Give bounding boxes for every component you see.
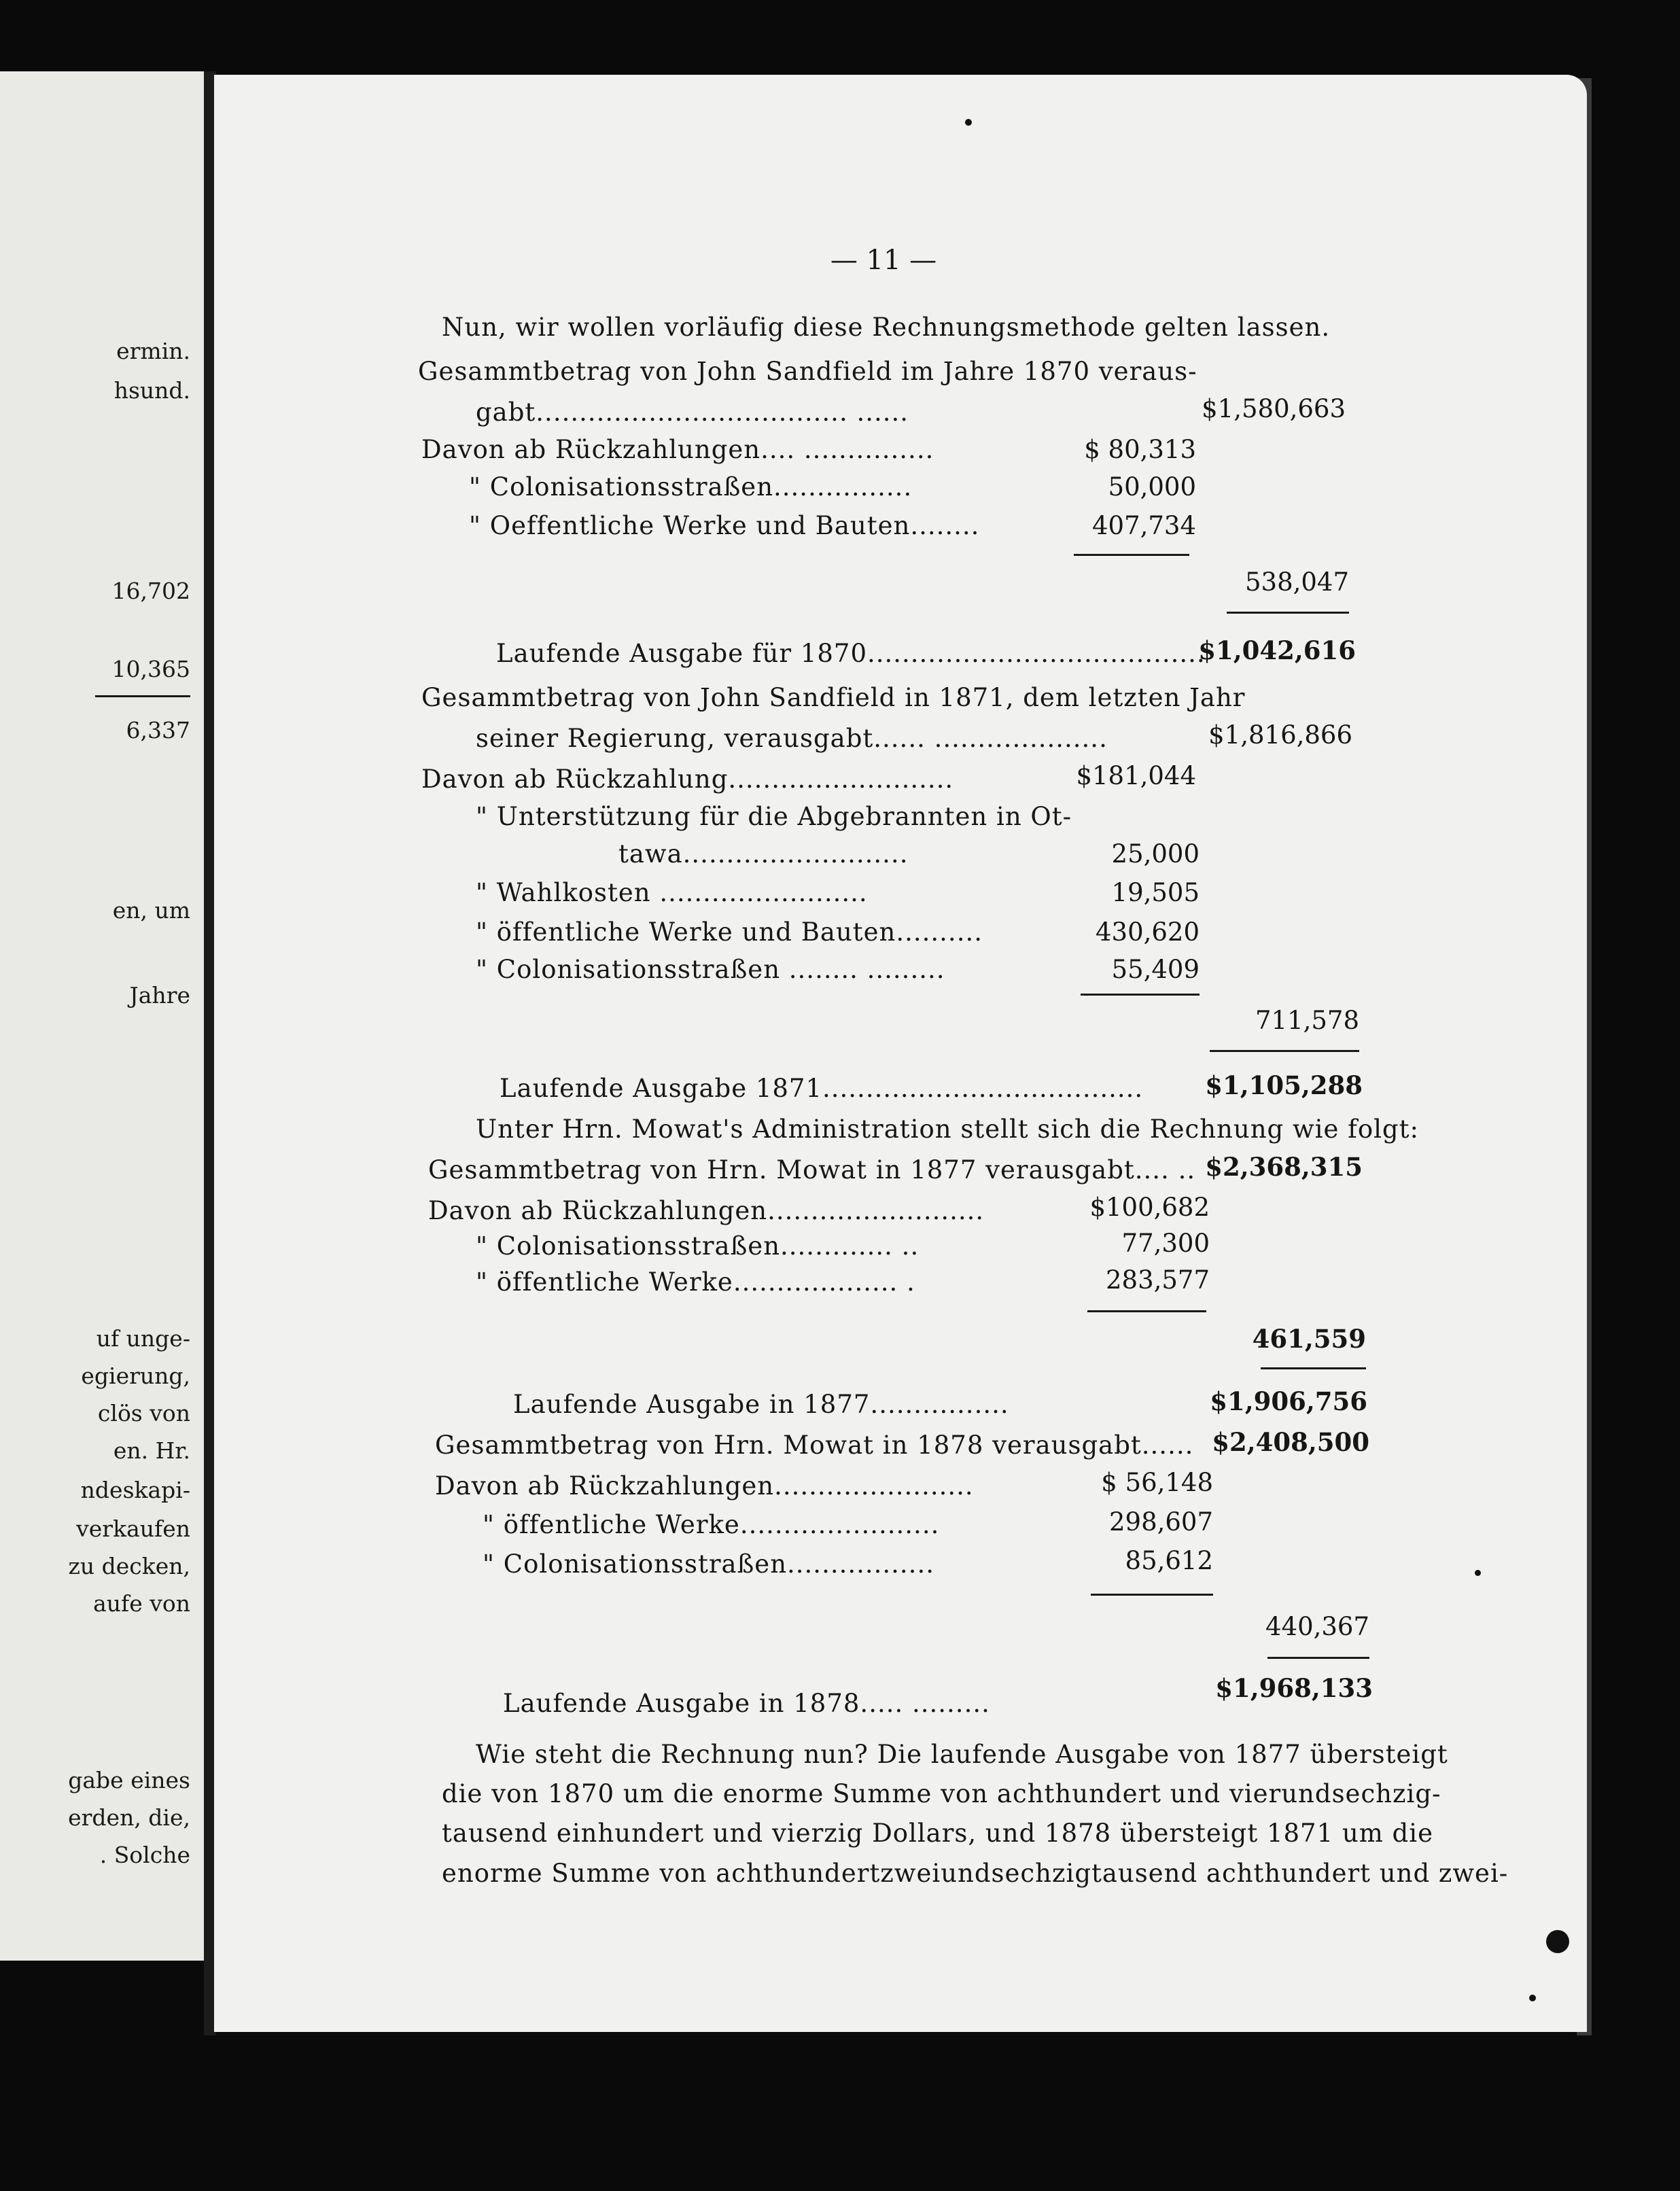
- paragraph-line: enorme Summe von achthundertzweiundsechzigtausend achthundert und zwei-: [442, 1859, 1509, 1888]
- block4-rule: [1091, 1594, 1213, 1596]
- block4-item-label: " öffentliche Werke.......................: [483, 1510, 940, 1539]
- block2-rule: [1081, 994, 1200, 996]
- left-text-line: 16,702: [111, 578, 190, 604]
- left-text-line: 6,337: [126, 717, 190, 743]
- block3-item-label: " Colonisationsstraßen............. ..: [476, 1231, 920, 1261]
- block2-item-label: " Unterstützung für die Abgebrannten in Ot-: [476, 802, 1072, 831]
- left-text-line: 10,365: [111, 656, 190, 682]
- left-facing-page: [0, 71, 208, 1961]
- block2-item-value: $181,044: [1076, 761, 1196, 790]
- block3-item-value: $100,682: [1089, 1193, 1210, 1222]
- scan-speck: [1475, 1570, 1481, 1576]
- block2-item-value: 55,409: [1111, 955, 1200, 984]
- block1-item-label: Davon ab Rückzahlungen.... ...............: [421, 435, 934, 464]
- block1-total: $1,580,663: [1202, 394, 1346, 423]
- left-text-line: ermin.: [116, 338, 190, 364]
- block2-line1: Gesammtbetrag von John Sandfield in 1871, dem letzten Jahr: [421, 683, 1246, 712]
- paragraph-line: Wie steht die Rechnung nun? Die laufende Ausgabe von 1877 übersteigt: [476, 1740, 1448, 1769]
- block3-total: $2,368,315: [1205, 1152, 1363, 1182]
- block1-item-label: " Colonisationsstraßen................: [469, 472, 913, 502]
- block1-item-value: 407,734: [1091, 511, 1196, 540]
- block4-item-label: Davon ab Rückzahlungen.......................: [435, 1471, 974, 1501]
- left-text-line: uf unge-: [96, 1325, 190, 1352]
- block4-current-label: Laufende Ausgabe in 1878..... .........: [503, 1689, 990, 1718]
- block3-item-label: " öffentliche Werke................... .: [476, 1267, 915, 1297]
- block2-current-label: Laufende Ausgabe 1871.....................................: [500, 1074, 1144, 1103]
- left-text-line: hsund.: [113, 377, 190, 404]
- block1-line2: gabt.................................... ......: [476, 398, 909, 427]
- left-text-line: Jahre: [129, 982, 190, 1009]
- block1-item-value: 50,000: [1108, 472, 1196, 502]
- mowat-intro-line: Unter Hrn. Mowat's Administration stellt sich die Rechnung wie folgt:: [476, 1115, 1419, 1144]
- block2-item-label: " Colonisationsstraßen ........ .........: [476, 955, 945, 984]
- block1-subtotal-rule: [1227, 612, 1349, 614]
- block2-current: $1,105,288: [1205, 1070, 1363, 1100]
- left-text-line: aufe von: [93, 1590, 190, 1617]
- block2-item-label: " Wahlkosten ........................: [476, 878, 868, 907]
- left-text-line: gabe eines: [68, 1767, 190, 1793]
- block4-line1: Gesammtbetrag von Hrn. Mowat in 1878 verausgabt......: [435, 1431, 1194, 1460]
- left-text-line: clös von: [97, 1400, 190, 1426]
- block2-total: $1,816,866: [1208, 720, 1352, 750]
- block4-subtotal-rule: [1267, 1657, 1369, 1659]
- block4-item-value: 298,607: [1108, 1507, 1213, 1537]
- block3-current-label: Laufende Ausgabe in 1877................: [513, 1390, 1009, 1419]
- left-rule: [95, 695, 190, 697]
- page-number: — 11 —: [830, 245, 937, 276]
- intro-line: Nun, wir wollen vorläufig diese Rechnungsmethode gelten lassen.: [442, 313, 1331, 342]
- block3-subtotal-rule: [1261, 1367, 1366, 1369]
- block2-line2: seiner Regierung, verausgabt...... ....................: [476, 724, 1108, 753]
- paragraph-line: die von 1870 um die enorme Summe von achthundert und vierundsechzig-: [442, 1779, 1441, 1808]
- block2-subtotal: 711,578: [1255, 1006, 1359, 1035]
- left-text-line: en. Hr.: [113, 1437, 190, 1464]
- block1-item-label: " Oeffentliche Werke und Bauten........: [469, 511, 980, 540]
- block3-line1: Gesammtbetrag von Hrn. Mowat in 1877 verausgabt.... ..: [428, 1155, 1196, 1185]
- left-text-line: ndeskapi-: [80, 1477, 190, 1503]
- block2-item-value: 430,620: [1095, 917, 1200, 947]
- left-text-line: zu decken,: [68, 1553, 190, 1579]
- block1-current: $1,042,616: [1198, 635, 1356, 665]
- block4-item-value: 85,612: [1125, 1546, 1213, 1575]
- scan-speck: [1546, 1930, 1569, 1953]
- block4-item-value: $ 56,148: [1101, 1468, 1213, 1497]
- left-text-line: . Solche: [99, 1842, 190, 1868]
- block2-item-label: " öffentliche Werke und Bauten..........: [476, 917, 983, 947]
- block2-item-label: Davon ab Rückzahlung..........................: [421, 765, 954, 794]
- block3-rule: [1087, 1310, 1206, 1312]
- block3-item-value: 283,577: [1105, 1265, 1210, 1295]
- left-text-line: verkaufen: [76, 1515, 190, 1542]
- block1-item-value: $ 80,313: [1084, 435, 1196, 464]
- block4-current: $1,968,133: [1215, 1673, 1373, 1703]
- block1-line1: Gesammtbetrag von John Sandfield im Jahre 1870 veraus-: [418, 357, 1197, 386]
- block3-item-label: Davon ab Rückzahlungen.........................: [428, 1196, 985, 1225]
- scan-speck: [965, 119, 972, 126]
- left-text-line: en, um: [112, 897, 190, 924]
- left-text-line: erden, die,: [68, 1804, 190, 1831]
- block3-item-value: 77,300: [1121, 1229, 1210, 1258]
- block3-subtotal: 461,559: [1252, 1324, 1366, 1354]
- block4-subtotal: 440,367: [1265, 1612, 1369, 1641]
- block2-subtotal-rule: [1210, 1050, 1359, 1052]
- block1-current-label: Laufende Ausgabe für 1870.......................................: [496, 639, 1206, 668]
- block2-item-label: tawa..........................: [618, 839, 909, 869]
- paragraph-line: tausend einhundert und vierzig Dollars, und 1878 übersteigt 1871 um die: [442, 1819, 1433, 1848]
- scan-speck: [1529, 1995, 1536, 2001]
- block2-item-value: 25,000: [1111, 839, 1200, 869]
- block4-item-label: " Colonisationsstraßen.................: [483, 1549, 934, 1579]
- block1-subtotal: 538,047: [1244, 567, 1349, 597]
- block1-rule: [1074, 554, 1189, 556]
- block2-item-value: 19,505: [1111, 878, 1200, 907]
- block4-total: $2,408,500: [1212, 1427, 1369, 1457]
- left-text-line: egierung,: [81, 1363, 190, 1389]
- block3-current: $1,906,756: [1210, 1386, 1367, 1416]
